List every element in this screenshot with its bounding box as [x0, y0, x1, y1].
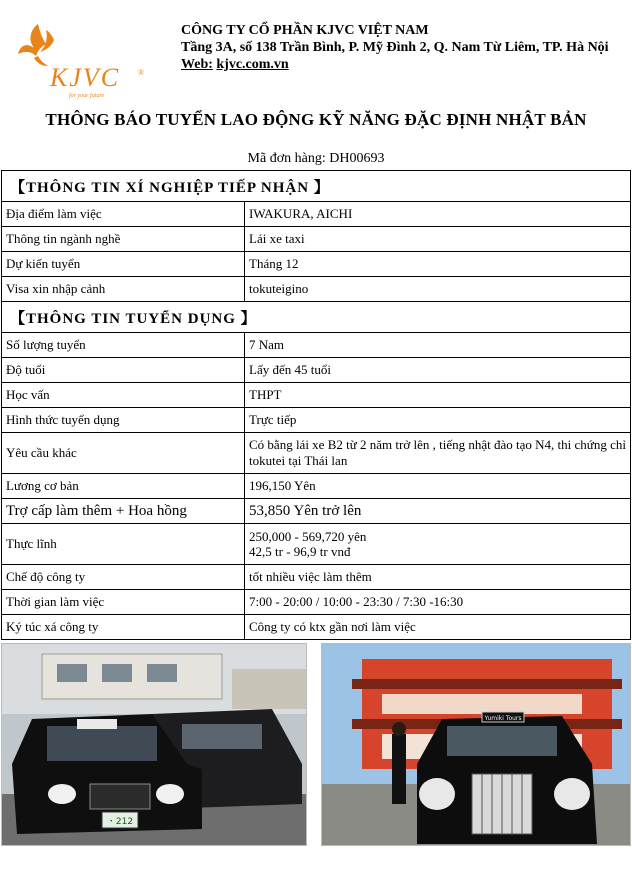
table-row — [2, 333, 631, 358]
company-web — [181, 56, 609, 73]
taxi-shrine-photo — [321, 643, 631, 846]
row-value: tokuteigino — [245, 277, 631, 302]
row-label: Độ tuổi — [2, 358, 245, 383]
salary-yen: 250,000 - 569,720 yên — [249, 529, 367, 544]
table-row — [2, 615, 631, 640]
photo-strip — [1, 643, 631, 846]
row-label: Dự kiến tuyển — [2, 252, 245, 277]
row-value: IWAKURA, AICHI — [245, 202, 631, 227]
row-label: Địa điểm làm việc — [2, 202, 245, 227]
row-label: Thời gian làm việc — [2, 590, 245, 615]
web-link[interactable]: kjvc.com.vn — [216, 57, 289, 72]
row-label: Thực lĩnh — [2, 524, 245, 565]
registered-mark: ® — [138, 68, 145, 77]
order-label: Mã đơn hàng: — [247, 151, 326, 166]
row-value: Có bằng lái xe B2 từ 2 năm trở lên , tiếng nhật đào tạo N4, thi chứng chỉ tokutei tại Thái lan — [245, 433, 631, 474]
salary-vnd: 42,5 tr - 96,9 tr vnđ — [249, 544, 351, 559]
table-row — [2, 358, 631, 383]
row-value: 196,150 Yên — [245, 474, 631, 499]
table-row — [2, 524, 631, 565]
row-label: Ký túc xá công ty — [2, 615, 245, 640]
table-row — [2, 277, 631, 302]
table-row — [2, 565, 631, 590]
row-label: Lương cơ bản — [2, 474, 245, 499]
order-code — [0, 151, 632, 167]
table-row — [2, 383, 631, 408]
row-label: Trợ cấp làm thêm + Hoa hồng — [2, 499, 245, 524]
row-label: Chế độ công ty — [2, 565, 245, 590]
table-row — [2, 474, 631, 499]
section-title-company: 【THÔNG TIN XÍ NGHIỆP TIẾP NHẬN 】 — [2, 171, 631, 202]
row-label: Visa xin nhập cảnh — [2, 277, 245, 302]
table-row — [2, 408, 631, 433]
row-label: Yêu cầu khác — [2, 433, 245, 474]
row-label: Thông tin ngành nghề — [2, 227, 245, 252]
company-logo — [12, 20, 145, 99]
row-label: Hình thức tuyển dụng — [2, 408, 245, 433]
letterhead — [0, 0, 632, 100]
table-row — [2, 202, 631, 227]
company-address: Tầng 3A, số 138 Trần Bình, P. Mỹ Đình 2, Q. Nam Từ Liêm, TP. Hà Nội — [181, 40, 609, 55]
logo-wordmark: KJVC — [50, 63, 121, 92]
row-value: Tháng 12 — [245, 252, 631, 277]
row-value: THPT — [245, 383, 631, 408]
section-header-row — [2, 171, 631, 202]
section-header-row — [2, 302, 631, 333]
table-row — [2, 590, 631, 615]
company-info — [181, 22, 609, 73]
row-value: Công ty có ktx gần nơi làm việc — [245, 615, 631, 640]
row-value: Trực tiếp — [245, 408, 631, 433]
taxi-roof-sign: Yumiki Tours — [484, 715, 522, 722]
job-info-table — [1, 170, 631, 640]
company-name: CÔNG TY CỔ PHẦN KJVC VIỆT NAM — [181, 23, 429, 38]
row-value: tốt nhiều việc làm thêm — [245, 565, 631, 590]
row-label: Học vấn — [2, 383, 245, 408]
row-value: Lái xe taxi — [245, 227, 631, 252]
table-row — [2, 499, 631, 524]
document-title: THÔNG BÁO TUYỂN LAO ĐỘNG KỸ NĂNG ĐẶC ĐỊNH NHẬT BẢN — [45, 110, 587, 129]
row-value: 7:00 - 20:00 / 10:00 - 23:30 / 7:30 -16:30 — [245, 590, 631, 615]
row-value — [245, 524, 631, 565]
logo-tagline: for your future — [69, 93, 105, 99]
section-title-recruitment: 【THÔNG TIN TUYỂN DỤNG 】 — [2, 302, 631, 333]
table-row — [2, 227, 631, 252]
web-label: Web: — [181, 57, 213, 72]
row-value: 53,850 Yên trở lên — [245, 499, 631, 524]
license-plate: ・212 — [106, 817, 134, 827]
table-row — [2, 252, 631, 277]
table-row — [2, 433, 631, 474]
row-value: Lấy đến 45 tuổi — [245, 358, 631, 383]
taxi-fleet-photo — [1, 643, 307, 846]
row-value: 7 Nam — [245, 333, 631, 358]
row-label: Số lượng tuyển — [2, 333, 245, 358]
order-value: DH00693 — [329, 151, 385, 166]
